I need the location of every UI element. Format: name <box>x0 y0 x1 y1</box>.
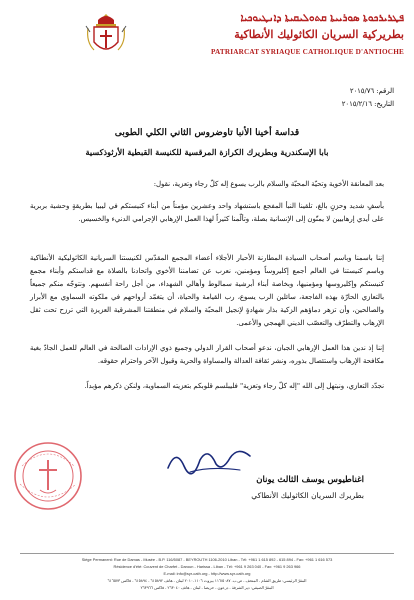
letterhead-arabic-title: بطريركية السريان الكاثوليك الأنطاكية <box>234 28 404 41</box>
closing-paragraph: نجدّد التعازي، ونبتهل إلى الله "إله كلّ رجاء وتعزية" فليبلسم قلوبكم بتعزيته السماوية، ولنكن ذكرهم مؤبداً. <box>84 382 384 390</box>
paragraph-3: إننا إذ ندين هذا العمل الإرهابي الجبان، ندعو أصحاب القرار الدولي وجميع ذوي الإرادات الصالحة في العالم للعمل الجادّ بغية مكافحة الإرهاب واستئصال بذوره، ونشر ثقافة العدالة والمساواة والحرية وقبول الآخر واحترام حقوقه. <box>30 344 384 365</box>
reference-number: الرقم: ٢٠١٥/٧٦ <box>349 87 394 95</box>
signatory-title: بطريرك السريان الكاثوليك الأنطاكي <box>251 491 364 500</box>
paragraph-1: بأسفٍ شديد وحزنٍ بالغ، تلقينا النبأ المفجع باستشهاد واحد وعشرين مؤمناً من أبناء كنيستكم في ليبيا بطريقةٍ وحشية بربرية على أيدي إرهابيين لا يمتّون إلى الإنسانية بصلة، وتألّمنا كثيراً لهذا العمل الإرهابي الإجرامي الدنيء والخسيس. <box>30 202 384 223</box>
letterhead-syriac-title: ܦܛܪܝܪܟܘܬܐ ܣܘܪܝܝܬܐ ܩܬܘܠܝܩܝܬܐ ܕܐܢܛܝܘܟܝܐ <box>240 13 404 24</box>
paragraph-2: إننا باسمنا وباسم أصحاب السيادة المطارنة الأحبار الأجلاء أعضاء المجمع المقدّس لكنيستنا السريانية الكاثوليكية الأنطاكية وباسم كنيستنا في العالم أجمع إكليروساً ومؤمنين، نعرب عن تضامننا الأخوي واتحادنا بالصلاة مع قداستكم وأبناء مجمع كنيستكم وإكليروسها ومؤمنيها، وبخاصة أبناء أبرشية سمالوط وأهالي الشهداء، من أجل راحة أنفسهم. ونتوجّه منكم جميعاً بالتعازي الحارّة بهذه الفاجعة، سائلين الرب يسوع، رب القيامة والحياة، أن يتغمّد أرواحهم في ملكوته السماوي مع الأبرار والصالحين، وأن تزهر دماؤهم الزكية بذار شهادةٍ لإنجيل المحبّة والسلام في منطقتنا المشرقية العزيزة التي ترزح تحت ثقل الإرهاب والتطرّف والتعصّب الديني الهمجي والأعمى. <box>30 254 384 327</box>
footer-line-5-arabic: المقرّ الصيفي: دير الشرفة - درعون - حريصا - لبنان - هاتف ٢٦٣٠٤٠ - فاكس ٢٦٣٩٦٦ <box>140 585 274 590</box>
footer-divider <box>20 553 394 554</box>
letterhead-french-title: PATRIARCAT SYRIAQUE CATHOLIQUE D'ANTIOCHE <box>210 48 404 56</box>
footer-line-1: Siège Permanent: Rue de Damas - Musée - B.P. 116/5087 - BEYROUTH 1106-2010 Liban - Tél: +961 1 615 892 - 615 894 - Fax: +961 1 616 573 <box>81 557 333 562</box>
footer-line-4-arabic: المقرّ الرئيسي: طريق الشام - المتحف - ص.ب. ١١٦/٥٠٨٧ بيروت ١١٠٦-٢٠١٠ لبنان - هاتف ٦١٥٨٩٢ - ٦١٥٨٩٤ - فاكس ٦١٦٥٧٣ <box>107 578 307 583</box>
signatory-name: اغناطيوس يوسف الثالث يونان <box>256 475 364 485</box>
reference-date: التاريخ: ٢٠١٥/٢/١٦ <box>341 100 394 108</box>
patriarchal-crest-icon <box>84 12 128 58</box>
greeting: بعد المعانقة الأخوية وتحيّة المحبّة والسلام بالرب يسوع إله كلّ رجاء وتعزية، نقول: <box>153 180 384 188</box>
addressee-subtitle: بابا الإسكندرية وبطريرك الكرازة المرقسية للكنيسة القبطية الأرثوذكسية <box>85 147 329 157</box>
official-seal-icon <box>12 440 84 512</box>
footer-line-2: Résidence d'été: Couvent de Charfet - Daroun - Harissa - Liban - Tél: +961 9 263 040 - Fax: +961 9 263 966 <box>113 564 301 569</box>
footer-line-3: E-mail: info@syr-cath.org - http://www.syr-cath.org <box>163 571 251 576</box>
addressee-title: قداسة أخينا الأنبا تاوضروس الثاني الكلي الطوبى <box>114 127 300 138</box>
handwritten-signature-icon <box>160 438 260 478</box>
